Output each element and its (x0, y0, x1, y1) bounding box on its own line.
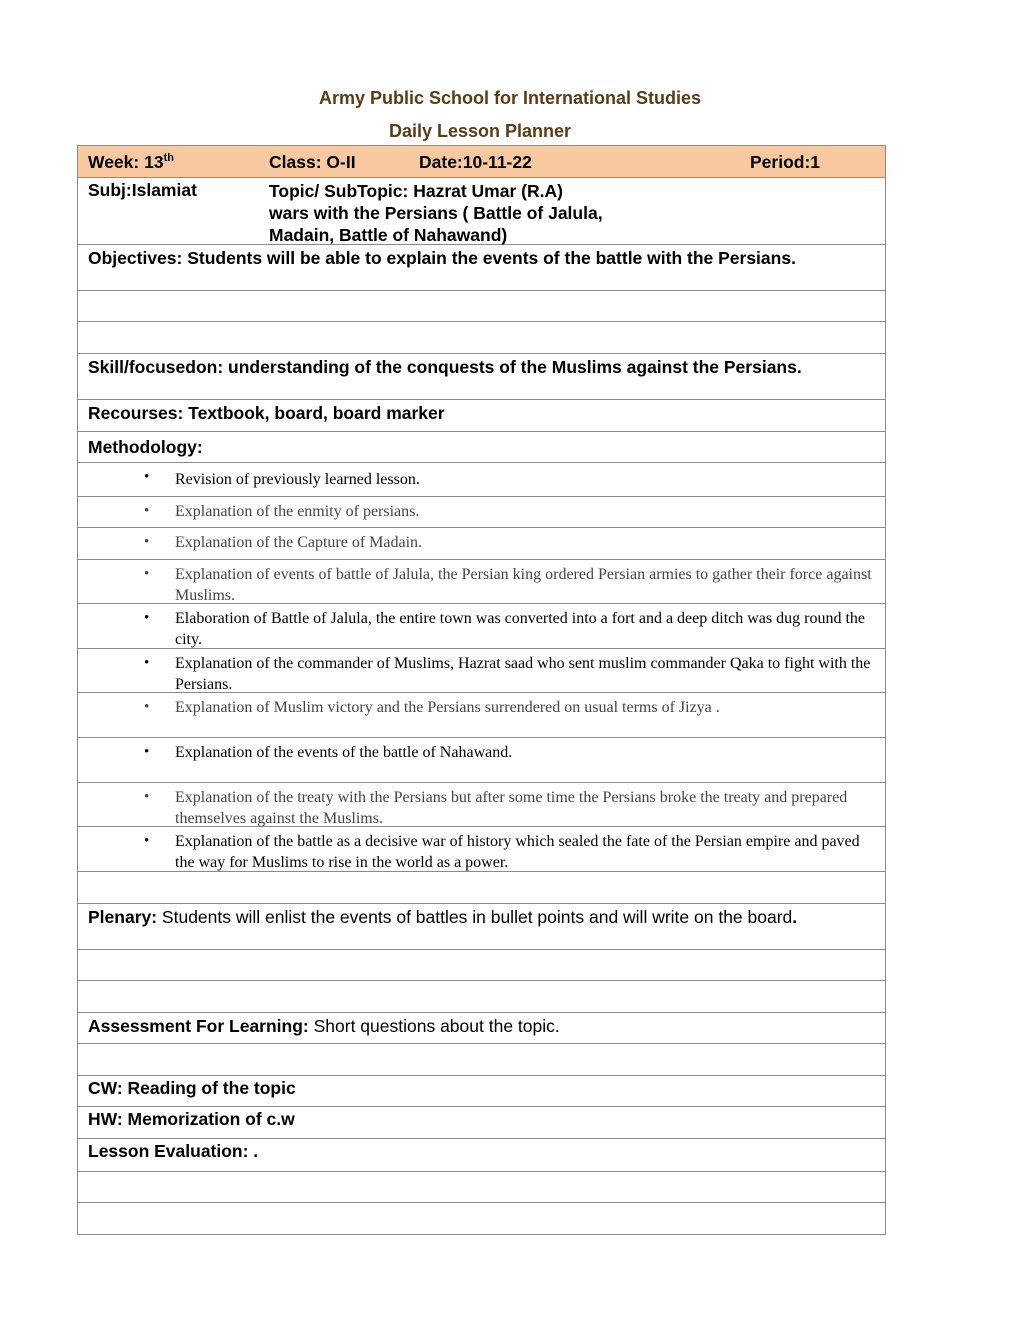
methodology-item: • Elaboration of Battle of Jalula, the entire town was converted into a fort and a deep ditch was dug round the city. (78, 604, 885, 649)
empty-row (78, 981, 885, 1013)
skill-row: Skill/focusedon: understanding of the conquests of the Muslims against the Persians. (78, 354, 885, 400)
assessment-row (78, 1013, 885, 1044)
empty-row (78, 1203, 885, 1235)
objectives-row: Objectives: Students will be able to explain the events of the battle with the Persians. (78, 245, 885, 291)
class-label: Class: O-II (269, 152, 356, 172)
topic-line: Madain, Battle of Nahawand) (269, 225, 508, 245)
methodology-item: • Explanation of the treaty with the Persians but after some time the Persians broke the treaty and prepared themselves against the Muslims. (78, 783, 885, 827)
assessment-text: Short questions about the topic. (308, 1016, 560, 1036)
subject-topic-row (78, 178, 885, 245)
date-label: Date:10-11-22 (419, 152, 532, 172)
planner-title: Daily Lesson Planner (388, 121, 572, 141)
methodology-item: • Explanation of the Capture of Madain. (78, 528, 885, 560)
info-header-row (78, 146, 885, 178)
methodology-label-row: Methodology: (78, 432, 885, 463)
school-name: Army Public School for International Studies (318, 88, 702, 108)
week-suffix: th (163, 152, 174, 165)
methodology-item: • Explanation of Muslim victory and the Persians surrendered on usual terms of Jizya . (78, 693, 885, 738)
assessment-label: Assessment For Learning: (88, 1016, 309, 1036)
plenary-text: Students will enlist the events of battles in bullet points and will write on the board (157, 907, 793, 927)
week-label (88, 152, 174, 173)
period-label: Period:1 (750, 152, 821, 172)
empty-row (78, 322, 885, 354)
methodology-item: • Explanation of the enmity of persians. (78, 497, 885, 528)
week-text: Week: 13 (88, 152, 164, 172)
methodology-item: • Explanation of events of battle of Jalula, the Persian king ordered Persian armies to gather their force against Muslims. (78, 560, 885, 604)
empty-row (78, 950, 885, 981)
topic-line: Topic/ SubTopic: Hazrat Umar (R.A) (269, 181, 563, 201)
hw-row: HW: Memorization of c.w (78, 1107, 885, 1139)
methodology-item: • Explanation of the commander of Muslims, Hazrat saad who sent muslim commander Qaka to fight with the Persians. (78, 649, 885, 693)
plenary-end: . (792, 907, 798, 927)
methodology-item: • Explanation of the events of the battle of Nahawand. (78, 738, 885, 783)
topic-block (269, 180, 603, 246)
subject-label: Subj:Islamiat (88, 180, 197, 200)
topic-line: wars with the Persians ( Battle of Jalula, (269, 203, 603, 223)
plenary-row (78, 904, 885, 950)
empty-row (78, 291, 885, 322)
empty-row (78, 1044, 885, 1076)
methodology-item: • Explanation of the battle as a decisive war of history which sealed the fate of the Persian empire and paved the way for Muslims to rise in the world as a power. (78, 827, 885, 872)
resources-row: Recourses: Textbook, board, board marker (78, 400, 885, 432)
empty-row (78, 1172, 885, 1203)
cw-row: CW: Reading of the topic (78, 1076, 885, 1107)
lesson-plan-table (77, 145, 886, 1235)
evaluation-row: Lesson Evaluation: . (78, 1139, 885, 1172)
methodology-item: • Revision of previously learned lesson. (78, 463, 885, 497)
empty-row (78, 872, 885, 904)
plenary-label: Plenary: (88, 907, 158, 927)
